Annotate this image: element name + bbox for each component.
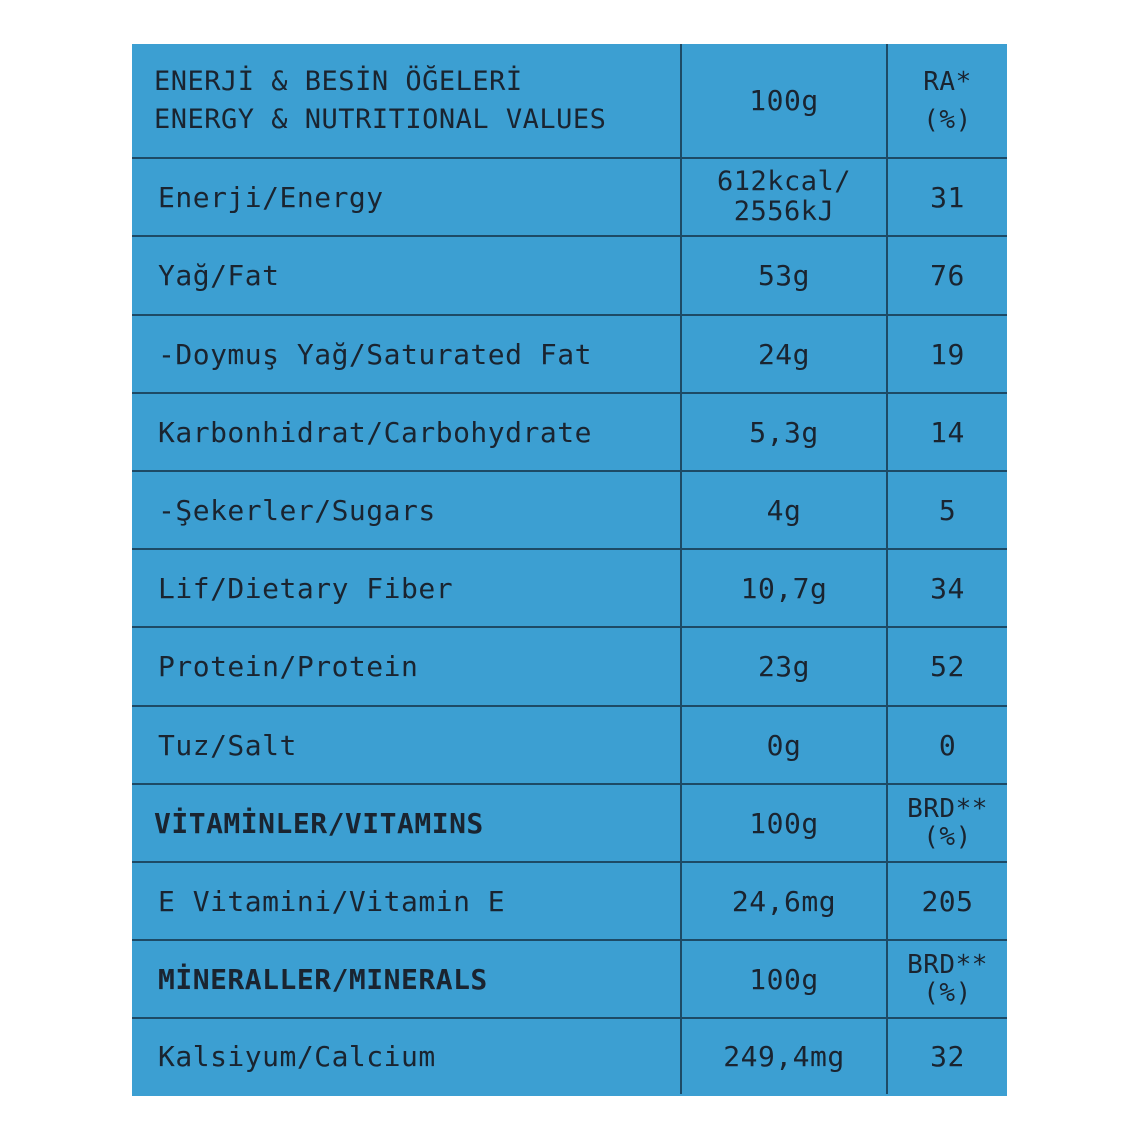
table-row: [132, 549, 1007, 627]
row-name: Kalsiyum/Calcium: [158, 1040, 436, 1073]
row-name: Karbonhidrat/Carbohydrate: [132, 393, 681, 471]
header-ra-label: RA*: [923, 66, 972, 97]
row-value: 24,6mg: [681, 862, 887, 940]
table-row: [132, 236, 1007, 315]
row-name: Yağ/Fat: [132, 236, 681, 315]
table-header-row: [132, 44, 1007, 158]
table-row: [132, 315, 1007, 393]
row-ra: 32: [887, 1018, 1007, 1094]
row-value: [681, 158, 887, 236]
row-name: Lif/Dietary Fiber: [132, 549, 681, 627]
vitamins-header-row: [132, 784, 1007, 862]
row-ra: 76: [887, 236, 1007, 315]
row-ra: 0: [887, 706, 1007, 784]
row-name: Enerji/Energy: [132, 158, 681, 236]
row-ra: 19: [887, 315, 1007, 393]
row-value: 53g: [681, 236, 887, 315]
row-value: 10,7g: [681, 549, 887, 627]
table-row: [132, 471, 1007, 549]
energy-kcal: 612kcal/: [716, 166, 852, 197]
minerals-brd-unit: (%): [923, 978, 972, 1008]
vitamins-brd-label: BRD**: [907, 794, 988, 824]
row-name: Protein/Protein: [132, 627, 681, 706]
row-ra: 14: [887, 393, 1007, 471]
header-ra-cell: [887, 44, 1007, 158]
table-row: [132, 158, 1007, 236]
header-title-en: ENERGY & NUTRITIONAL VALUES: [154, 103, 607, 135]
header-ra-unit: (%): [923, 104, 972, 135]
table-row: [132, 862, 1007, 940]
row-value: 4g: [681, 471, 887, 549]
row-ra: 31: [887, 158, 1007, 236]
minerals-brd-cell: [887, 940, 1007, 1018]
row-name: E Vitamini/Vitamin E: [132, 862, 681, 940]
minerals-brd-label: BRD**: [907, 950, 988, 980]
nutrition-table: [132, 44, 1007, 1094]
minerals-header-row: [132, 940, 1007, 1018]
row-ra: 34: [887, 549, 1007, 627]
row-name: -Doymuş Yağ/Saturated Fat: [132, 315, 681, 393]
row-value: 0g: [681, 706, 887, 784]
vitamins-amount: 100g: [681, 784, 887, 862]
row-name: -Şekerler/Sugars: [132, 471, 681, 549]
table-row: [132, 1018, 1007, 1094]
row-ra: 5: [887, 471, 1007, 549]
row-ra: 205: [887, 862, 1007, 940]
row-value: 249,4mg: [681, 1018, 887, 1094]
table-row: [132, 393, 1007, 471]
vitamins-brd-unit: (%): [923, 822, 972, 852]
energy-kj: 2556kJ: [733, 196, 835, 227]
table-row: [132, 706, 1007, 784]
minerals-title: MİNERALLER/MINERALS: [132, 940, 681, 1018]
table-row: [132, 627, 1007, 706]
row-value: 23g: [681, 627, 887, 706]
header-title-cell: [132, 44, 681, 158]
minerals-amount: 100g: [681, 940, 887, 1018]
row-value: 24g: [681, 315, 887, 393]
row-name: Tuz/Salt: [132, 706, 681, 784]
vitamins-title: VİTAMİNLER/VITAMINS: [132, 784, 681, 862]
header-amount: 100g: [681, 44, 887, 158]
row-ra: 52: [887, 627, 1007, 706]
row-value: 5,3g: [681, 393, 887, 471]
vitamins-brd-cell: [887, 784, 1007, 862]
header-title-tr: ENERJİ & BESİN ÖĞELERİ: [154, 65, 523, 97]
